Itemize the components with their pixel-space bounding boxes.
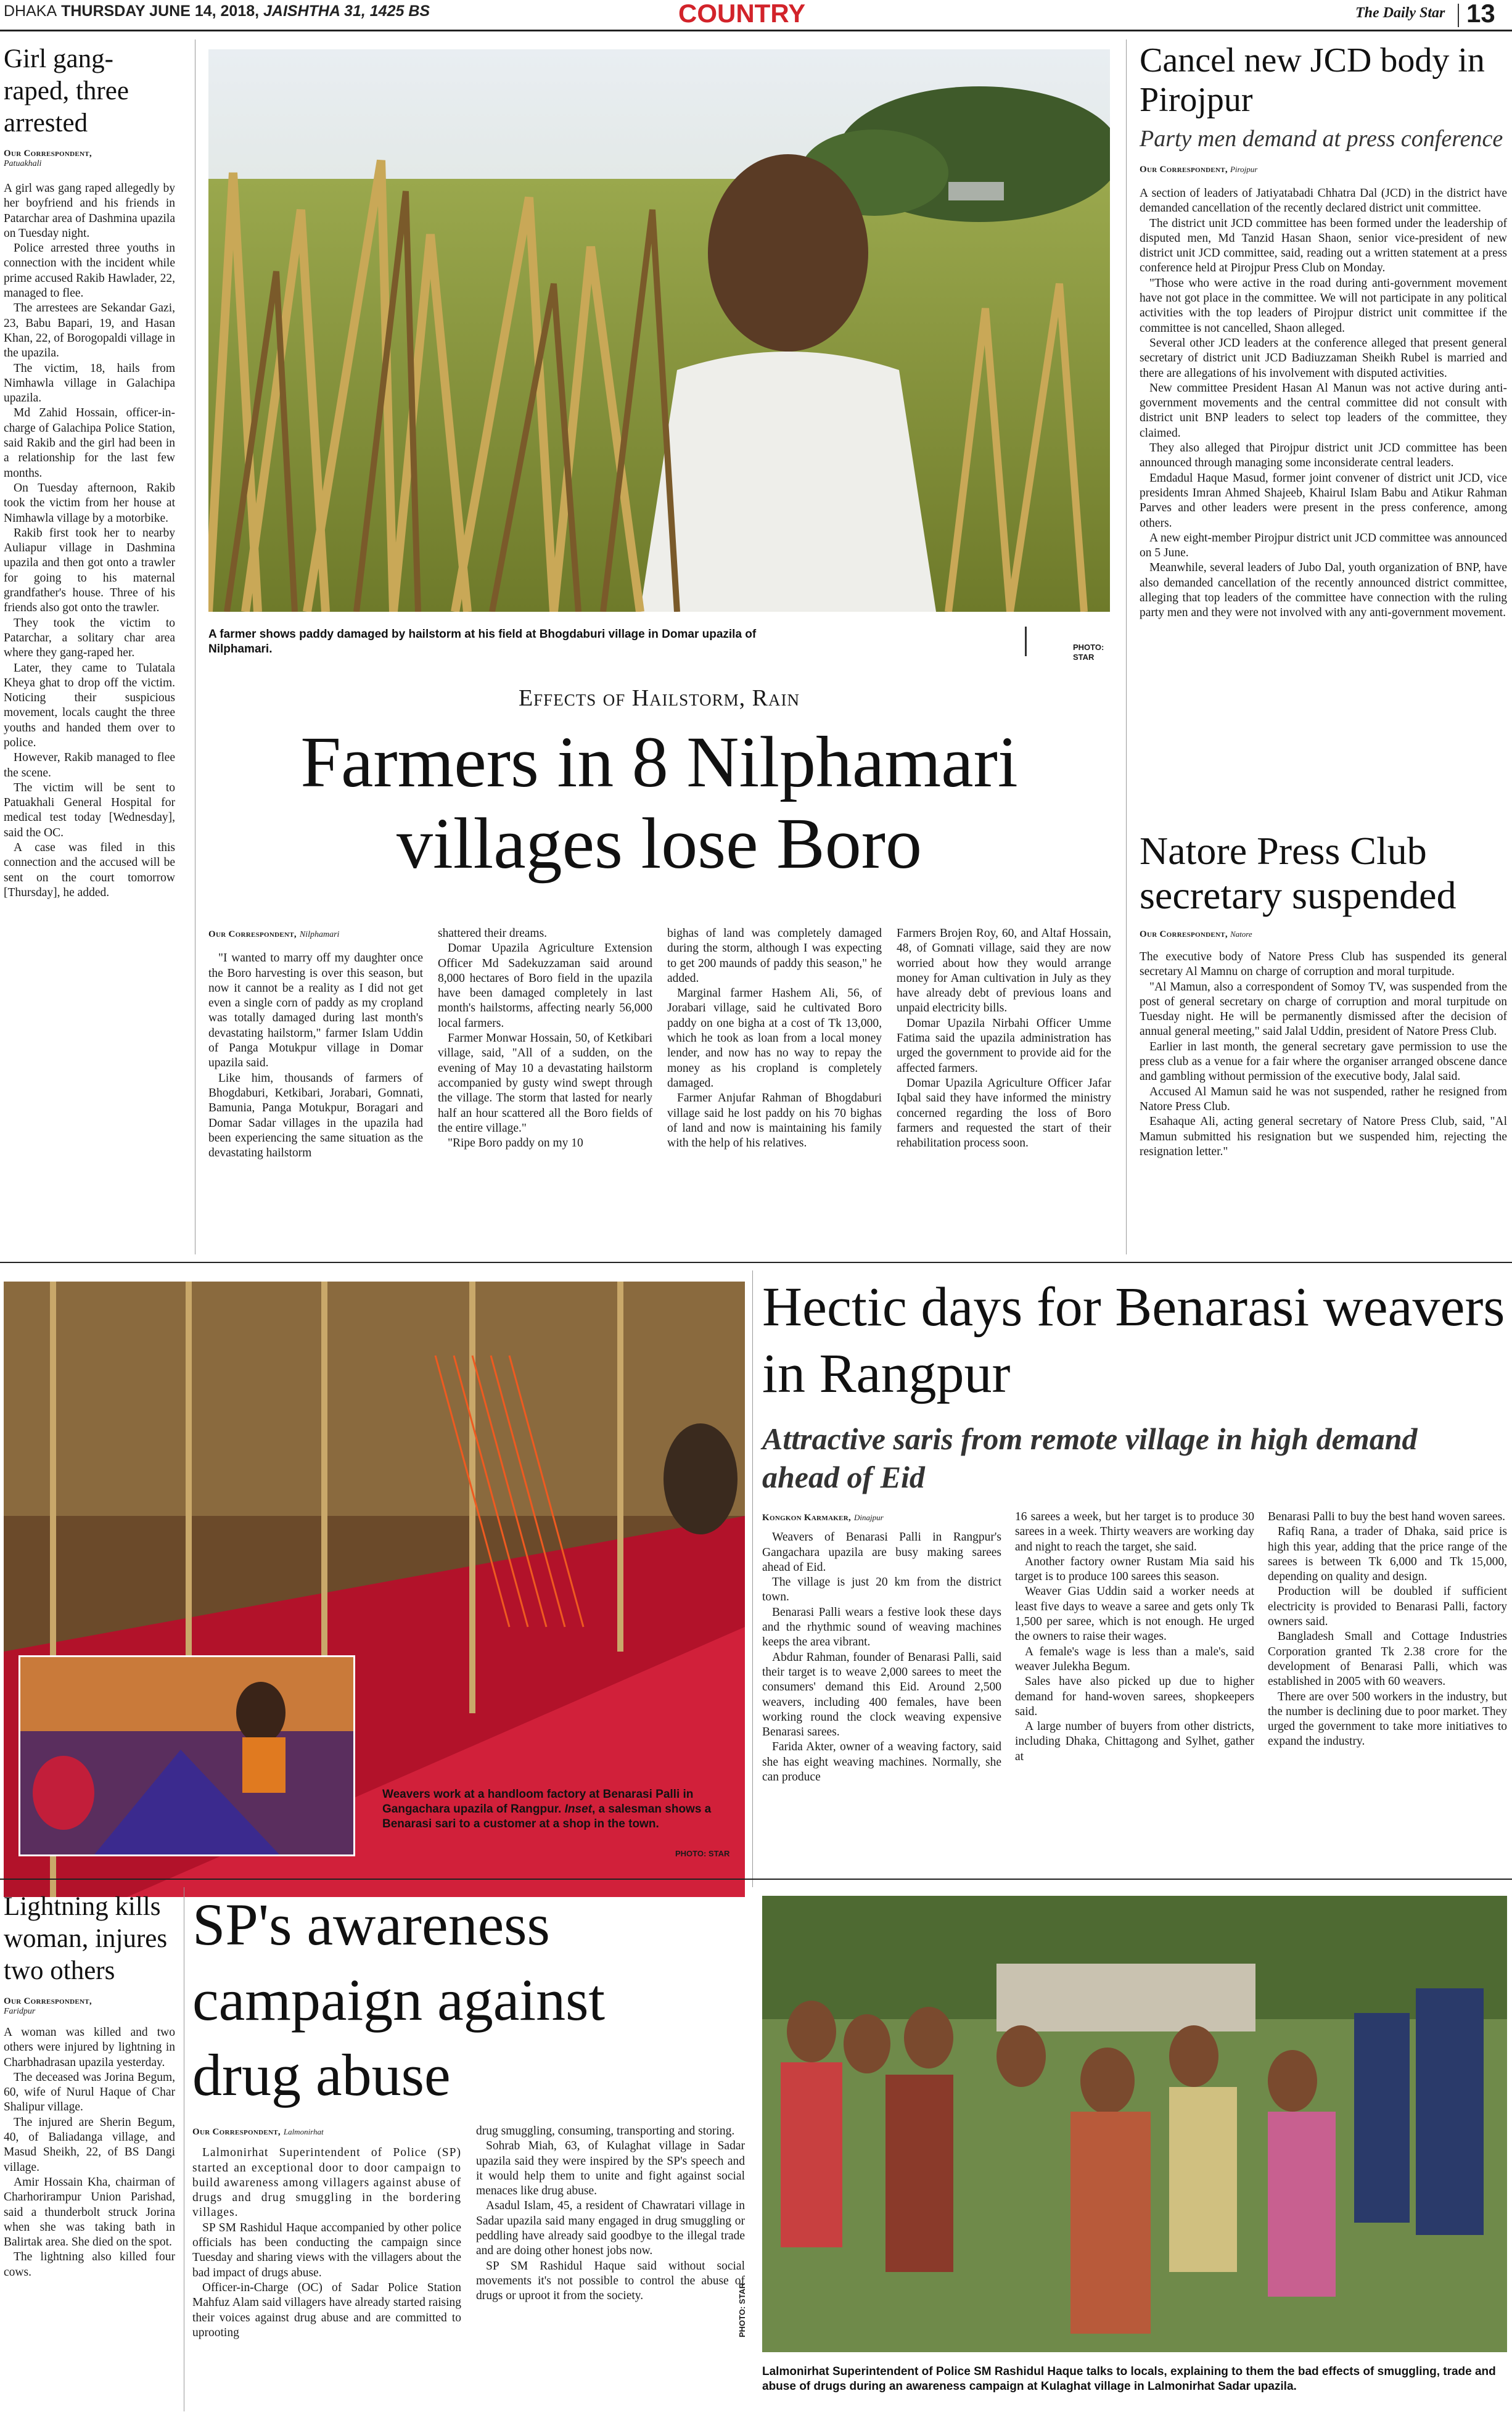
farmers-headline: Farmers in 8 Nilphamari villages lose Boro: [300, 722, 1018, 884]
story-headline: Cancel new JCD body in Pirojpur: [1140, 41, 1485, 119]
inset-photo: [18, 1655, 355, 1856]
page-divider: [1458, 4, 1459, 27]
photo-credit: PHOTO: STAR: [1073, 643, 1104, 662]
benarasi-deck: Attractive saris from remote village in high demand ahead of Eid: [762, 1422, 1418, 1494]
sp-col-1: Our Correspondent, Lalmonirhat Lalmonirhat Superintendent of Police (SP) started an exceptional door to door campaign to build awareness among villagers against abuse of drugs and drug smuggling in the bordering villages. SP SM Rashidul Haque accompanied by other police officials has been conducting the campaign since Tuesday and sharing views with the villagers about the bad impact of drugs abuse. Officer-in-Charge (OC) of Sadar Police Station Mahfuz Alam said villagers have already started raising their voices against drug abuse and are committed to uprooting: [192, 2124, 461, 2340]
story-byline: Our Correspondent, Lalmonirhat: [192, 2127, 324, 2137]
story-byline: Our Correspondent, Patuakhali: [4, 149, 92, 168]
sp-col-2: drug smuggling, consuming, transporting and storing. Sohrab Miah, 63, of Kulaghat village in Sadar upazila said they were inspired by the SP's speech and it would help them to unite and fight against social menaces like drug abuse. Asadul Islam, 45, a resident of Chawratari village in Sadar upazila said many engaged in drug smuggling or peddling have already said goodbye to the illegal trade and are doing other honest jobs now. SP SM Rashidul Haque said without social movements it's not possible to control the abuse of drugs or uproot it from the society.: [476, 2125, 745, 2303]
story-kicker: Effects of Hailstorm, Rain: [518, 685, 800, 711]
photo-credit: PHOTO: STAR: [738, 2282, 747, 2337]
story-girl: [4, 43, 175, 900]
section-divider: [0, 1262, 1512, 1263]
campaign-photo: [762, 1896, 1507, 2352]
story-byline: Our Correspondent, Pirojpur: [1140, 165, 1258, 175]
story-headline: Girl gang-raped, three arrested: [4, 44, 129, 138]
section-label: COUNTRY: [678, 0, 806, 28]
story-body: A girl was gang raped allegedly by her boyfriend and his friends in Patarchar area of Dashmina upazila on Tuesday night. Police arrested three youths in connection with the incident while prime accused Rakib Hawlader, 22, managed to flee. The arrestees are Sekandar Gazi, 23, Babu Bapari, 19, and Hasan Khan, 22, of Borogopaldi village in the upazila. The victim, 18, hails from Nimhawla village in Galachipa upazila. Md Zahid Hossain, officer-in-charge of Galachipa Police Station, said Rakib and the girl had been in a relationship for the last few months. On Tuesday afternoon, Rakib took the victim from her house at Nimhawla village by a motorbike. Rakib first took her to nearby Auliapur village in Dashmina upazila and then got onto a trawler for going to his maternal grandfather's house. Three of his friends also got onto the trawler. They took the victim to Patarchar, a solitary char area where they gang-raped her. Later, they came to Tulatala Kheya ghat to drop off the victim. Noticing their suspicious movement, locals caught the three youths and handed them over to police. However, Rakib managed to flee the scene. The victim will be sent to Patuakhali General Hospital for medical test today [Wednesday], said the OC. A case was filed in this connection and the accused will be sent on the court tomorrow [Thursday], he added.: [4, 182, 175, 899]
farmers-col-2: shattered their dreams. Domar Upazila Agriculture Extension Officer Md Sadekuzzaman said around 8,000 hectares of Boro field in the upazila have been damaged completely in last month's hailstorms, affecting nearly 56,000 local farmers. Farmer Monwar Hossain, 50, of Ketkibari village, said, "All of a sudden, on the evening of May 10 a devastating hailstorm accompanied by gusty wind swept through the village. The storm that lasted for nearly half an hour scattered all the Boro fields of the entire village." "Ripe Boro paddy on my 10: [438, 927, 652, 1150]
weavers-photo-caption: Weavers work at a handloom factory at Benarasi Palli in Gangachara upazila of Rangpur. Inset, a salesman shows a Benarasi sari to a customer at a shop in the town.: [382, 1788, 712, 1830]
farmer-photo-caption: A farmer shows paddy damaged by hailstorm at his field at Bhogdaburi village in Domar upazila of Nilphamari.: [208, 628, 757, 656]
benarasi-col-2: 16 sarees a week, but her target is to produce 30 sarees in a week. Thirty weavers are working day and night to reach the target, she said. Another factory owner Rustam Mia said his target is to produce 100 sarees this season. Weaver Gias Uddin said a worker needs at least five days to weave a saree and gets only Tk 1,500 per saree, which is not enough. He urged the owners to raise their wages. A female's wage is less than a male's, said weaver Julekha Begum. Sales have also picked up due to higher demand for hand-woven sarees, shopkeepers said. A large number of buyers from other districts, including Dhaka, Chittagong and Sylhet, gather at: [1015, 1510, 1254, 1763]
masthead: [0, 0, 1512, 33]
story-byline: Our Correspondent, Natore: [1140, 929, 1252, 939]
page-number: 13: [1466, 0, 1495, 28]
benarasi-headline: Hectic days for Benarasi weavers in Rangpur: [762, 1277, 1505, 1404]
sari-shop-image: [20, 1657, 353, 1854]
awareness-campaign-image: [762, 1896, 1507, 2352]
dateline: DHAKA THURSDAY JUNE 14, 2018, JAISHTHA 31, 1425 BS: [4, 2, 430, 20]
section-divider: [0, 1879, 1512, 1880]
story-jcd: [1140, 41, 1507, 621]
benarasi-col-1: Kongkon Karmaker, Dinajpur Weavers of Benarasi Palli in Rangpur's Gangachara upazila are busy making sarees ahead of Eid. The village is just 20 km from the district town. Benarasi Palli wears a festive look these days and the rhythmic sound of weaving machines keeps the area vibrant. Abdur Rahman, founder of Benarasi Palli, said their target is to weave 2,000 sarees to meet the consumers' demand this Eid. Around 2,500 weavers, including 400 females, have been working round the clock weaving expensive Benarasi sarees. Farida Akter, owner of a weaving factory, said she has eight weaving machines. Normally, she can produce: [762, 1510, 1001, 1785]
benarasi-col-3: Benarasi Palli to buy the best hand woven sarees. Rafiq Rana, a trader of Dhaka, said price is high this year, adding that the price range of the sarees is between Tk 6,000 and Tk 15,000, depending on quality and design. Production will be doubled if sufficient electricity is provided to Benarasi Palli, factory owners said. Bangladesh Small and Cottage Industries Corporation granted Tk 2.38 crore for the development of Benarasi Palli, which was established in 2005 with 60 weavers. There are over 500 workers in the industry, but the number is declining due to poor market. They urged the government to take more initiatives to expand the industry.: [1268, 1510, 1507, 1748]
story-byline: Our Correspondent, Faridpur: [4, 1996, 92, 2016]
column-divider: [1126, 39, 1127, 1254]
paddy-field-image: [208, 49, 1110, 612]
story-headline: Natore Press Club secretary suspended: [1140, 829, 1457, 917]
column-divider: [752, 1270, 753, 1887]
story-natore: [1140, 829, 1507, 1159]
story-byline: Kongkon Karmaker, Dinajpur: [762, 1513, 884, 1523]
sp-headline: SP's awareness campaign against drug abuse: [192, 1891, 606, 2108]
story-byline: Our Correspondent, Nilphamari: [208, 929, 340, 939]
story-lightning: [4, 1891, 175, 2280]
photo-credit: PHOTO: STAR: [675, 1849, 730, 1858]
story-body: A woman was killed and two others were injured by lightning in Charbhadrasan upazila yesterday. The deceased was Jorina Begum, 60, wife of Nurul Haque of Char Shalipur village. The injured are Sherin Begum, 40, of Baliadanga village, and Masud Sheikh, 22, of BS Dangi village. Amir Hossain Kha, chairman of Charhorirampur Union Parishad, said a thunderbolt struck Jorina when she was taking bath in Balirtak area. She died on the spot. The lightning also killed four cows.: [4, 2026, 175, 2279]
farmers-col-4: Farmers Brojen Roy, 60, and Altaf Hossain, 48, of Gomnati village, said they are now worried about how they would arrange money for Aman cultivation in July as they have already debt of previous loans and unpaid electricity bills. Domar Upazila Nirbahi Officer Umme Fatima said the upazila administration has urged the government to provide aid for the affected farmers. Domar Upazila Agriculture Officer Jafar Iqbal said they have informed the ministry concerned regarding the loss of Boro farmers and requested the start of their rehabilitation process soon.: [897, 927, 1111, 1150]
paper-logo: The Daily Star: [1355, 5, 1445, 21]
caption-divider: [1025, 627, 1027, 656]
farmers-col-1: Our Correspondent, Nilphamari "I wanted to marry off my daughter once the Boro harvesting is over this season, but now it cannot be a reality as I did not get even a single corn of paddy as my cropland was totally damaged during last month's devastating hailstorm," farmer Islam Uddin of Panga Motukpur village in Domar upazila said. Like him, thousands of farmers of Bhogdaburi, Ketkibari, Jorabari, Gomnati, Bamunia, Panga Motukpur, Boragari and Domar Sadar villages in the upazila had been experiencing the same situation as the devastating hailstorm: [208, 926, 423, 1161]
masthead-rule: [0, 30, 1512, 31]
story-body: A section of leaders of Jatiyatabadi Chhatra Dal (JCD) in the district have demanded cancellation of the recently declared district unit committee. The district unit JCD committee has been formed under the leadership of disputed men, Md Tanzid Hasan Shaon, senior vice-president of new district unit JCD committee, said, reading out a written statement at a press conference held at Pirojpur Press Club on Monday. "Those who were active in the road during anti-government movement have not got place in the committee. We will not participate in any political activities with the top leaders of Pirojpur district unit committee if the committee is not cancelled, Shaon alleged. Several other JCD leaders at the conference alleged that present general secretary of district unit JCD Badiuzzaman Sheikh Rubel is married and there are allegations of his involvement with disputed activities. New committee President Hasan Al Manun was not active during anti- government movements and the central committee did not consult with district unit BNP leaders to select top leaders of the committee, they claimed. They also alleged that Pirojpur district unit JCD committee has been announced through managing some inconsiderate central leaders. Emdadul Haque Masud, former joint convener of district unit JCD, vice presidents Imran Ahmed Shajeeb, Khairul Islam Babu and Atikur Rahman Parves and other leaders were present in the press conference, among others. A new eight-member Pirojpur district unit JCD committee was announced on 5 June. Meanwhile, several leaders of Jubo Dal, youth organization of BNP, have also demanded cancellation of the recently announced district committee, alleging that top leaders of the committee have connection with the ruling party men and they were not involved with any anti-government movement.: [1140, 187, 1507, 620]
campaign-photo-caption: Lalmonirhat Superintendent of Police SM Rashidul Haque talks to locals, explaining to them the bad effects of smuggling, trade and abuse of drugs during an awareness campaign at Kulaghat village in Lalmonirhat Sadar upazila.: [762, 2365, 1496, 2393]
story-headline: Lightning kills woman, injures two others: [4, 1892, 168, 1985]
story-body: The executive body of Natore Press Club has suspended its general secretary Al Mamnu on charge of corruption and moral turpitude. "Al Mamun, also a correspondent of Somoy TV, was suspended from the post of general secretary on charge of corruption and moral turpitude on Tuesday night. He will be permanently dismissed after the decision of annual general meeting," said Jalal Uddin, president of Natore Press Club. Earlier in last month, the general secretary gave permission to use the press club as a venue for a fair where the organiser arranged obscene dance and gambling without permission of the executive body, Jalal said. Accused Al Mamun said he was not suspended, rather he resigned from Natore Press Club. Esahaque Ali, acting general secretary of Natore Press Club, said, "Al Mamun submitted his resignation but we suspended him, rejecting the resignation letter.": [1140, 950, 1507, 1158]
farmer-photo: [208, 49, 1110, 612]
farmers-col-3: bighas of land was completely damaged during the storm, although I was expecting to get 200 maunds of paddy this season," he added. Marginal farmer Hashem Ali, 56, of Jorabari village, said he cultivated Boro paddy on one bigha at a cost of Tk 13,000, which he took as loan from a local money lender, and now has no way to repay the money as his cropland is completely damaged. Farmer Anjufar Rahman of Bhogdaburi village said he lost paddy on his 70 bighas of land and now is maintaining his family with the help of his relatives.: [667, 927, 882, 1150]
story-deck: Party men demand at press conference: [1140, 126, 1503, 152]
